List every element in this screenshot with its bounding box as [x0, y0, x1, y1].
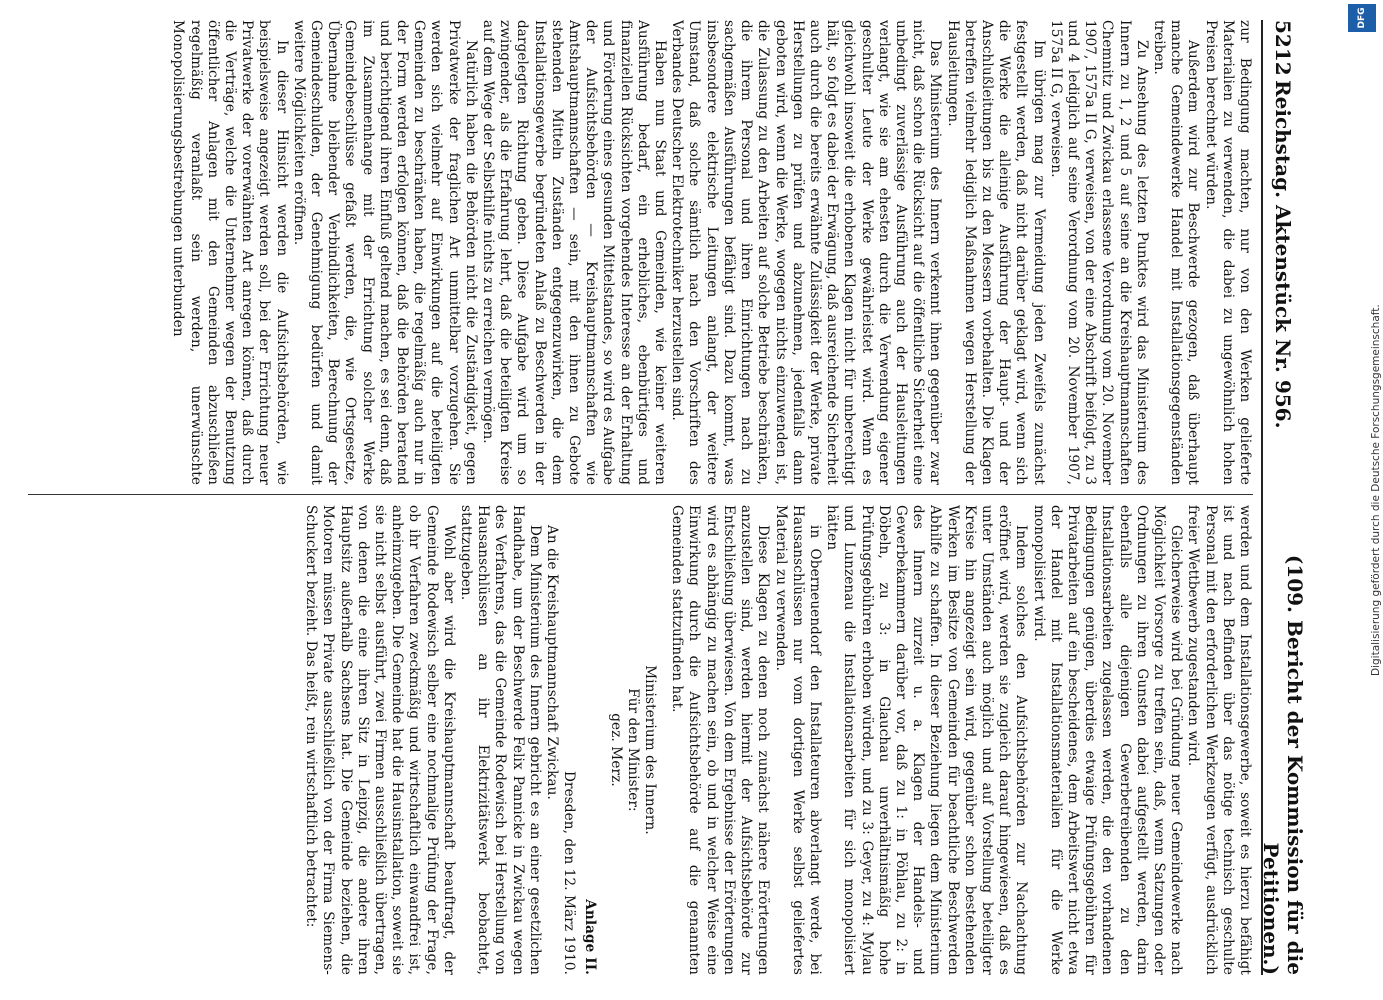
paragraph: Außerdem wird zur Beschwerde gezogen, daß überhaupt manche Gemeindewerke Handel mit Installationsgegenständen treiben.	[1150, 20, 1202, 485]
paragraph: in Oberneuendorf den Installateuren abverlangt werde, bei Hausanschlüssen nur vom dortigen Werke selbst geliefertes Material zu verwenden.	[772, 505, 823, 975]
addressee: An die Kreishauptmannschaft Zwickau.	[544, 525, 561, 800]
annex-heading: Anlage II.	[582, 899, 599, 975]
paragraph: Wohl aber wird die Kreishauptmannschaft beauftragt, der Gemeinde Rodewisch selber eine nochmalige Prüfung der Frage, ob ihr Verfahren zweckmäßig und wirtschaftlich einwandfrei ist, anheimzugeben. Die Gemeinde hat die Hausinstallation, soweit sie sie nicht selbst ausführt, zwei Firmen ausschließlich übertragen, von denen die eine ihren Sitz in Leipzig, die andere ihren Hauptsitz außerhalb Sachsens hat. Die Gemeinde beziehen, die Motoren müssen Private ausschließlich von der Firma Siemens-Schuckert bezieht. Das heißt, rein wirtschaftlich betrachtet:	[303, 505, 457, 975]
page-number: 5212	[1271, 20, 1295, 76]
paragraph: zur Bedingung machten, nur von den Werken gelieferte Materialien zu verwenden, die dabei zu ungewöhnlich hohen Preisen berechnet würden.	[1202, 20, 1253, 485]
paragraph: Haben nun Staat und Gemeinden, wie keiner weiteren Ausführung bedarf, ein erhebliches, ebenbürtiges und finanziellen Rücksichten vorgehendes Interesse an der Erhaltung und Förderung eines gesunden Mittelstandes, so wird es Aufgabe der Aufsichtsbehörden — Kreishauptmannschaften wie Amtshauptmannschaften — sein, mit den ihnen zu Gebote stehenden Mitteln Zuständen entgegenzuwirken, die dem Installationsgewerbe begründeten Anlaß zu Beschwerden in der dargelegten Richtung geben. Diese Aufgabe wird um so zwingender, als die Erfahrung lehrt, daß die beteiligten Kreise auf dem Wege der Selbsthilfe nichts zu erreichen vermögen.	[480, 20, 669, 485]
paragraph: Dem Ministerium des Innern gebricht es an einer gesetzlichen Handhabe, um der Beschwerde Felix Pannicke in Zwickau wegen des Verfahrens, das die Gemeinde Rodewisch bei Herstellung von Hausanschlüssen an ihr Elektrizitätswerk beobachtet, stattzugeben.	[458, 505, 543, 975]
paragraph: Diese Klagen zu denen noch zunächst nähere Erörterungen anzustellen sind, werden hiermit der Aufsichtsbehörde zur Entschließung überwiesen. Von dem Ergebnisse der Erörterungen wird es abhängig zu machen sein, ob und in welcher Weise eine Einwirkung durch die Aufsichtsbehörde auf die genannten Gemeinden stattzufinden hat.	[669, 505, 772, 975]
report-title: (109. Bericht der Kommission für die Petitionen.)	[1259, 554, 1307, 975]
column-divider	[28, 494, 1253, 495]
text-column-left	[18, 20, 1253, 485]
ministry-signature: Ministerium des Innern.	[642, 665, 659, 835]
paragraph: Zu Ansehung des letzten Punktes wird das Ministerium des Innern zu 1, 2 und 5 auf seine an die Kreishauptmannschaften Chemnitz und Zwickau erlassene Verordnung vom 20. November 1907, 1575a II G, verweisen, von der eine Abschrift beifolgt, zu 3 und 4 lediglich auf seine Verordnung vom 20. November 1907, 1575a II G, verweisen.	[1047, 20, 1150, 485]
text-column-right	[18, 505, 1253, 975]
document-title: Reichstag. Aktenstück Nr. 956.	[1271, 80, 1295, 429]
signatory: gez. Merz.	[607, 713, 624, 787]
digitization-note	[1370, 36, 1383, 996]
paragraph: Das Ministerium des Innern verkennt ihnen gegenüber zwar nicht, daß schon die Rücksicht auf die öffentliche Sicherheit eine unbedingt zuverlässige Ausführung auch der Hausleitungen verlangt, wie sie am ehesten durch die Verwendung eigener geschulter Leute der Werke gewährleistet wird. Wenn es gleichwohl insoweit die erhobenen Klagen nicht für unberechtigt hält, so folgt es dabei der Erwägung, daß ausreichende Sicherheit auch durch die bereits erwähnte Zulässigkeit der Werke, private Herstellungen zu prüfen und abzunehmen, jedenfalls dann geboten wird, wenn die Werke, wogegen nichts einzuwenden ist, die Zulassung zu den Arbeiten auf solche Betriebe beschränken, die ihrem Personal und ihren Einrichtungen nach zu sachgemäßen Ausführungen befähigt sind. Dazu kommt, was insbesondere elektrische Leitungen anlangt, der weitere Umstand, daß solche sämtlich nach den Vorschriften des Verbandes Deutscher Elektrotechniker herzustellen sind.	[669, 20, 944, 485]
dfg-logo: DFG	[1348, 4, 1376, 32]
paragraph: Gleicherweise wird bei Gründung neuer Gemeindewerke nach Möglichkeit Vorsorge zu treffen sein, daß, wenn Satzungen oder Ordnungen zu ihren Gunsten dabei aufgestellt werden, darin ebenfalls alle diejenigen Gewerbetreibenden zu den Installationsarbeiten zugelassen werden, die den vorhandenen Bedingungen genügen, überdies etwaige Prüfungsgebühren für Privatarbeiten auf ein bescheidenes, dem Arbeitswert nicht etwa der Handel mit Installationsmaterialien für die Werke monopolisiert wird.	[1030, 505, 1185, 975]
page-header	[1259, 20, 1307, 975]
paragraph: Indem solches den Aufsichtsbehörden zur Nachachtung eröffnet wird, werden sie zugleich darauf hingewiesen, daß es unter Umständen auch möglich und auf Vorstellung beteiligter Kreise hin angezeigt sein wird, gegenüber schon bestehenden Werken im Besitze von Gemeinden für beachtliche Beschwerden Abhilfe zu schaffen. In dieser Beziehung liegen dem Ministerium des Innern zurzeit u. a. Klagen der Handels- und Gewerbekammern darüber vor, daß zu 1: in Pöhlau, zu 2: in Döbeln, zu 3: in Glauchau unverhältnismäßig hohe Prüfungsgebühren erhoben würden, und zu 3: Geyer, zu 4: Mylau und Lunzenau die Installationsarbeiten für sich monopolisiert hätten	[824, 505, 1030, 975]
signature-line: Für den Minister:	[624, 688, 641, 812]
paragraph: werden und dem Installationsgewerbe, soweit es hierzu befähigt ist und nach Befinden über das nötige technisch geschulte Personal mit den erforderlichen Werkzeugen verfügt, ausdrücklich freier Wettbewerb zugestanden wird.	[1185, 505, 1253, 975]
date-line: Dresden, den 12. März 1910.	[561, 771, 578, 975]
paragraph: Natürlich haben die Behörden nicht die Zuständigkeit, gegen Privatwerke der fraglichen Art unmittelbar vorzugehen. Sie werden sich vielmehr auf Einwirkungen auf die beteiligten Gemeinden zu beschränken haben, die regelmäßig auch nur in der Form werden erfolgen können, daß die Behörden beratend und berichtigend ihren Einfluß geltend machen, es sei denn, daß im Zusammenhange mit der Errichtung solcher Werke Gemeindebeschlüsse gefaßt werden, die, wie Ortsgesetze, Übernahme bleibender Verbindlichkeiten, Berechnung der Gemeindeschulden, der Genehmigung bedürfen und damit weitere Möglichkeiten eröffnen.	[290, 20, 479, 485]
digitization-note-text: Digitalisierung gefördert durch die Deutsche Forschungsgemeinschaft.	[1370, 304, 1382, 676]
paragraph: In dieser Hinsicht werden die Aufsichtsbehörden, wie beispielsweise angezeigt werden soll, bei der Errichtung neuer Privatwerke der vorerwähnten Art anregen können, daß durch die Verträge, welche die Unternehmer wegen der Benutzung öffentlicher Anlagen mit den Gemeinden abzuschließen regelmäßig veranlaßt sein werden, unerwünschte Monopolisierungsbestrebungen unterbunden	[170, 20, 290, 485]
paragraph: Im übrigen mag zur Vermeidung jeden Zweifels zunächst festgestellt werden, daß nicht darüber geklagt wird, wenn sich die Werke die alleinige Ausführung der Haupt- und der Anschlußleitungen bis zu den Messern vorbehalten. Die Klagen betreffen vielmehr lediglich Maßnahmen wegen Herstellung der Hausleitungen.	[944, 20, 1047, 485]
